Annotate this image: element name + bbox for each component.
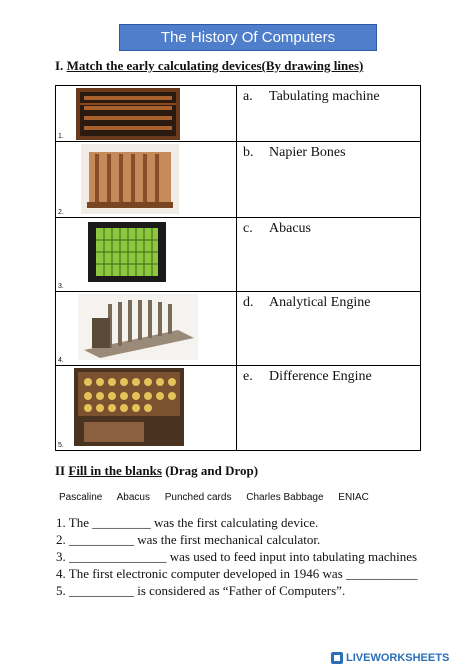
- option-label[interactable]: Difference Engine: [269, 369, 372, 384]
- option-label[interactable]: Abacus: [269, 221, 311, 236]
- section-2-title: Fill in the blanks: [68, 463, 162, 478]
- image-cell-3: [56, 218, 237, 292]
- option-cell-e: [237, 366, 421, 451]
- option-letter: a.: [243, 89, 253, 104]
- option-cell-d: [237, 292, 421, 366]
- row-number: 1.: [58, 133, 64, 140]
- row-number: 3.: [58, 283, 64, 290]
- tabulating-machine-image: [74, 368, 184, 446]
- matching-table: [55, 85, 421, 451]
- analytical-engine-image: [78, 294, 198, 360]
- liveworksheets-logo-icon: [331, 652, 343, 664]
- footer-brand: [331, 651, 449, 665]
- option-cell-c: [237, 218, 421, 292]
- word-bank: [59, 492, 381, 503]
- blank-sentence[interactable]: 4. The first electronic computer developed in 1946 was ___________: [56, 566, 418, 581]
- word-bank-item[interactable]: Punched cards: [164, 492, 232, 503]
- blank-sentence[interactable]: 2. __________ was the first mechanical calculator.: [56, 532, 321, 547]
- word-bank-item[interactable]: Abacus: [116, 492, 150, 503]
- row-number: 5.: [58, 442, 64, 449]
- image-cell-4: [56, 292, 237, 366]
- footer-brand-text: LIVEWORKSHEETS: [346, 652, 450, 664]
- section-1-number: I.: [55, 58, 64, 73]
- image-cell-5: [56, 366, 237, 451]
- option-label[interactable]: Analytical Engine: [269, 295, 371, 310]
- section-2-heading: [55, 463, 258, 479]
- option-label[interactable]: Tabulating machine: [269, 89, 380, 104]
- word-bank-item[interactable]: Charles Babbage: [246, 492, 324, 503]
- word-bank-item[interactable]: ENIAC: [338, 492, 369, 503]
- section-2-number: II: [55, 463, 66, 478]
- option-label[interactable]: Napier Bones: [269, 145, 346, 160]
- blank-sentence[interactable]: 3. _______________ was used to feed input into tabulating machines: [56, 549, 418, 564]
- napier-bones-image: [88, 222, 166, 282]
- section-1-title: Match the early calculating devices(By drawing lines): [66, 58, 364, 73]
- difference-engine-image: [81, 144, 179, 214]
- option-letter: c.: [243, 221, 253, 236]
- row-number: 2.: [58, 209, 64, 216]
- option-letter: b.: [243, 145, 254, 160]
- word-bank-item[interactable]: Pascaline: [59, 492, 103, 503]
- abacus-image: [76, 88, 180, 140]
- section-2-subtitle: (Drag and Drop): [161, 463, 259, 478]
- option-letter: d.: [243, 295, 254, 310]
- section-1-heading: [55, 58, 363, 74]
- row-number: 4.: [58, 357, 64, 364]
- option-cell-b: [237, 142, 421, 218]
- blank-sentence[interactable]: 5. __________ is considered as “Father of Computers”.: [56, 583, 346, 598]
- fill-blanks-list: [56, 514, 418, 599]
- option-cell-a: [237, 86, 421, 142]
- blank-sentence[interactable]: 1. The _________ was the first calculating device.: [56, 515, 319, 530]
- option-letter: e.: [243, 369, 253, 384]
- image-cell-1: [56, 86, 237, 142]
- image-cell-2: [56, 142, 237, 218]
- page-title: The History Of Computers: [119, 24, 377, 51]
